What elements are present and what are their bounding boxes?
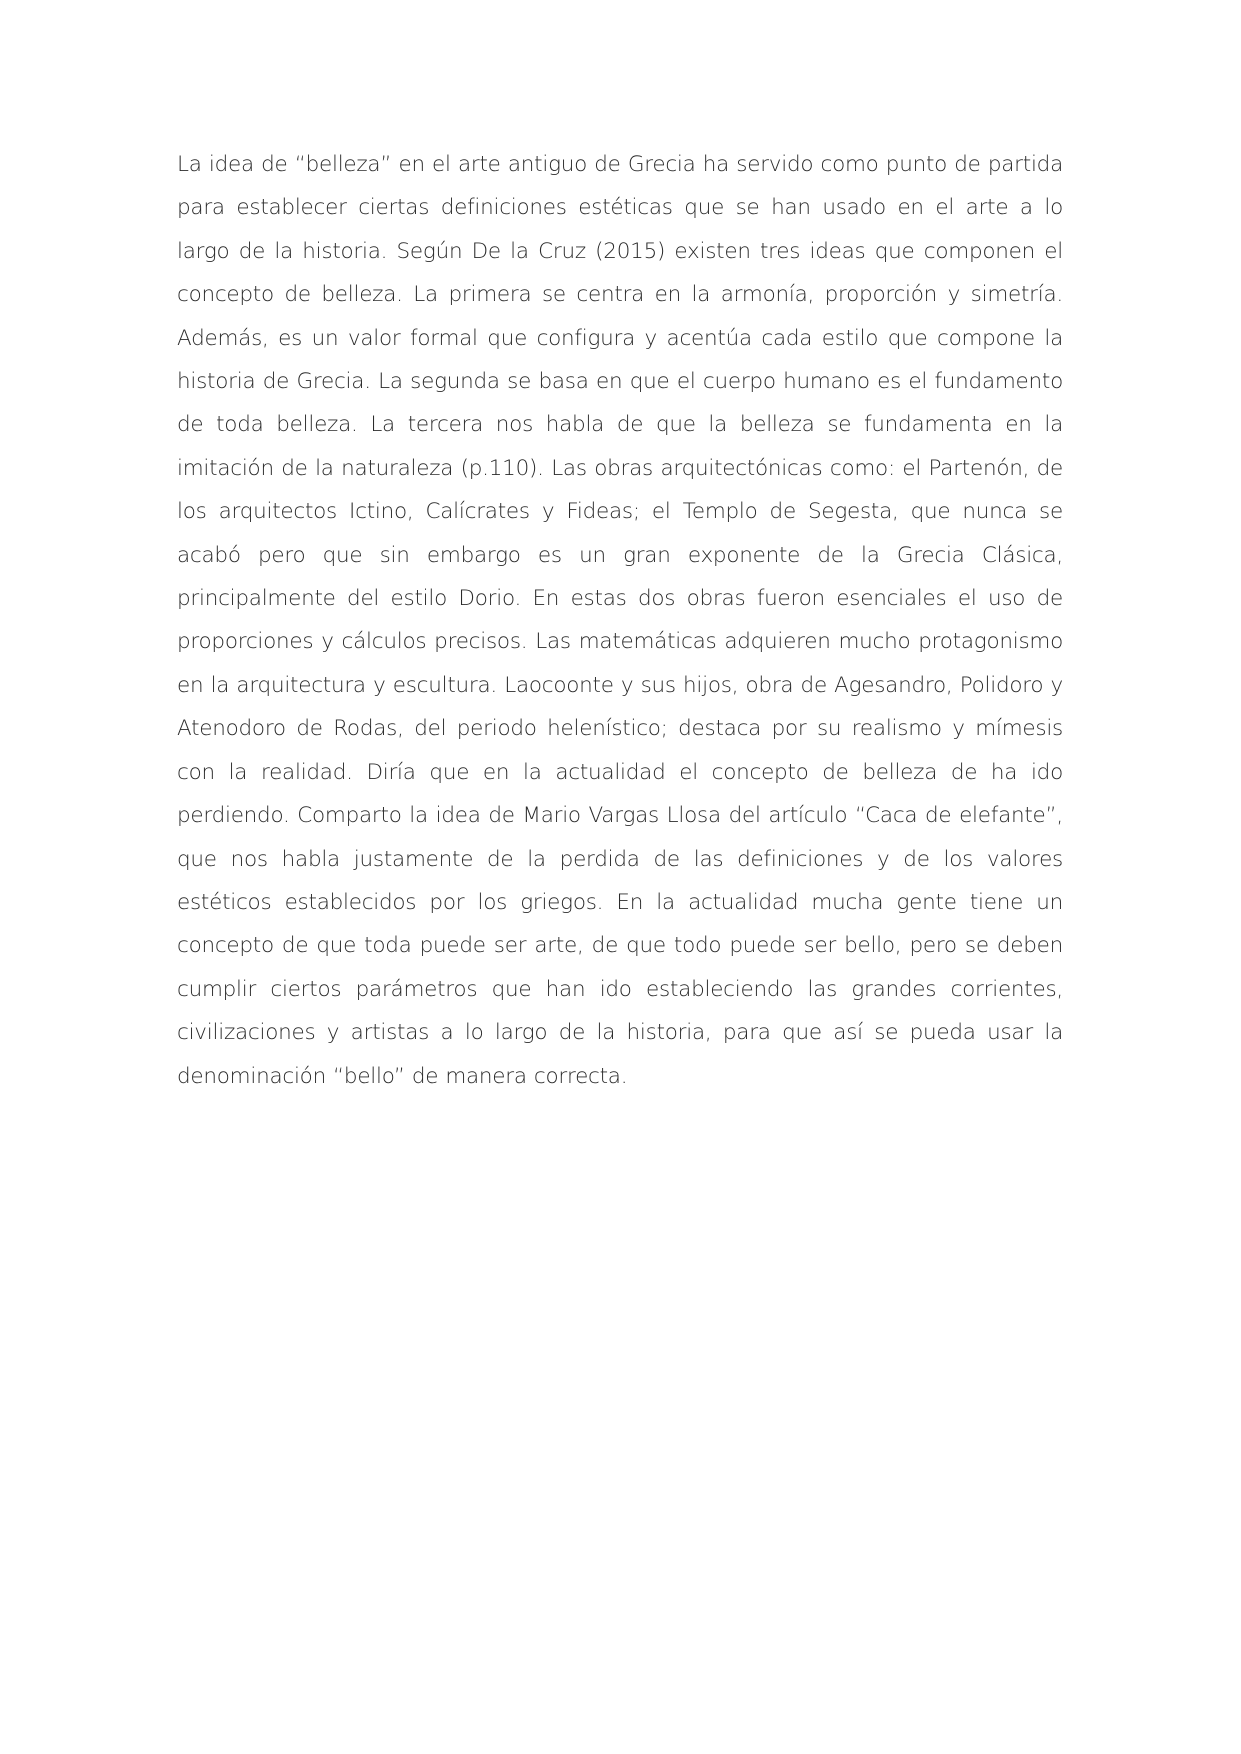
body-paragraph: La idea de “belleza” en el arte antiguo de Grecia ha servido como punto de partida para establecer ciertas definiciones estéticas que se han usado en el arte a lo largo de la historia. Según De la Cruz (2015) existen tres ideas que componen el concepto de belleza. La primera se centra en la armonía, proporción y simetría. Además, es un valor formal que configura y acentúa cada estilo que compone la historia de Grecia. La segunda se basa en que el cuerpo humano es el fundamento de toda belleza. La tercera nos habla de que la belleza se fundamenta en la imitación de la naturaleza (p.110). Las obras arquitectónicas como: el Partenón, de los arquitectos Ictino, Calícrates y Fideas; el Templo de Segesta, que nunca se acabó pero que sin embargo es un gran exponente de la Grecia Clásica, principalmente del estilo Dorio. En estas dos obras fueron esenciales el uso de proporciones y cálculos precisos. Las matemáticas adquieren mucho protagonismo en la arquitectura y escultura. Laocoonte y sus hijos, obra de Agesandro, Polidoro y Atenodoro de Rodas, del periodo helenístico; destaca por su realismo y mímesis con la realidad. Diría que en la actualidad el concepto de belleza de ha ido perdiendo. Comparto la idea de Mario Vargas Llosa del artículo “Caca de elefante”, que nos habla justamente de la perdida de las definiciones y de los valores estéticos establecidos por los griegos. En la actualidad mucha gente tiene un concepto de que toda puede ser arte, de que todo puede ser bello, pero se deben cumplir ciertos parámetros que han ido estableciendo las grandes corrientes, civilizaciones y artistas a lo largo de la historia, para que así se pueda usar la denominación “bello” de manera correcta. — [177, 152, 1063, 1089]
